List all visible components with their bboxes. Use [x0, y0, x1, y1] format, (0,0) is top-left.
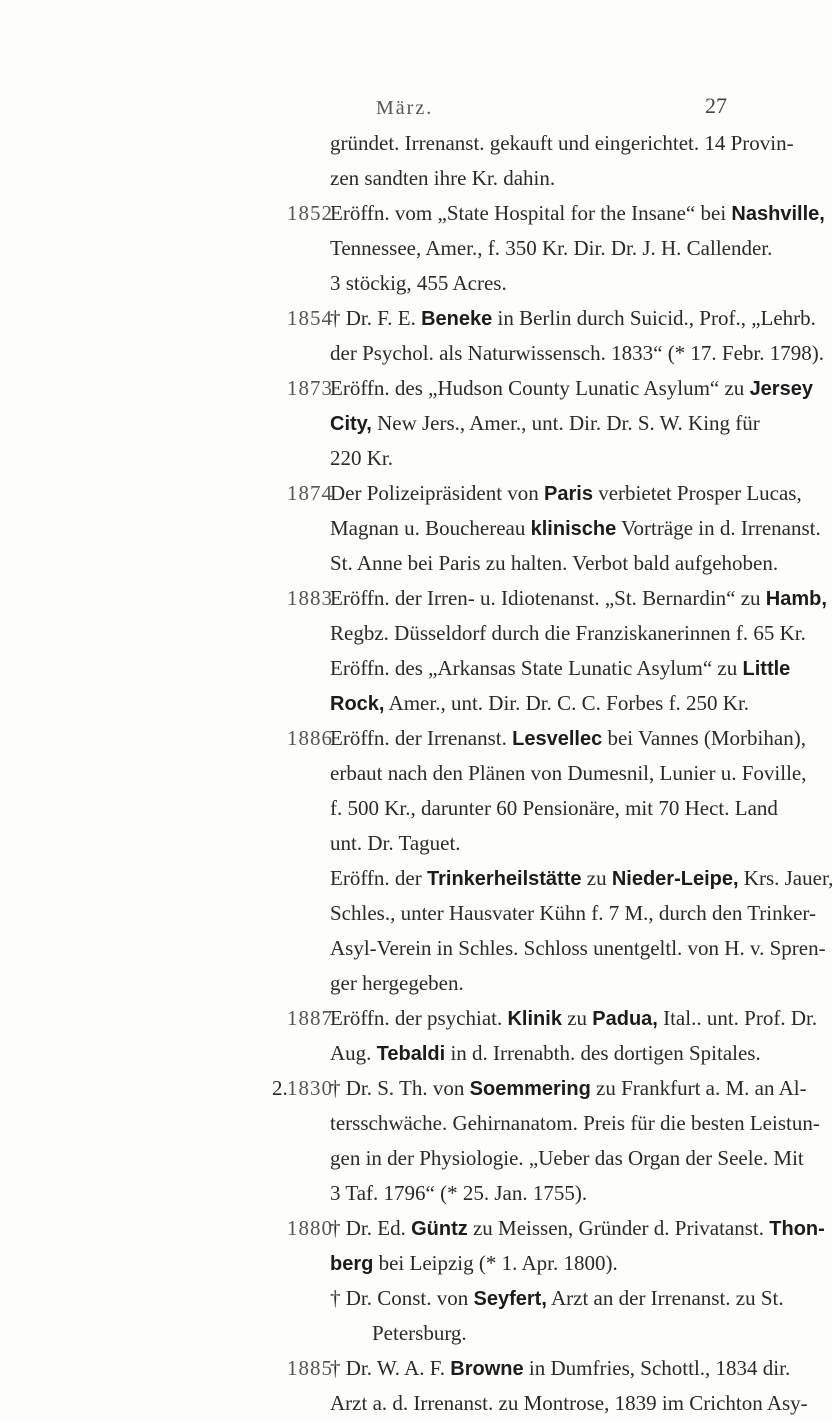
line-text [330, 546, 778, 581]
bold-keyword: Padua, [592, 1008, 658, 1030]
text-run: zu [581, 866, 612, 890]
text-line [0, 896, 816, 931]
line-text [330, 1246, 618, 1282]
text-run: verbietet Prosper Lucas, [592, 481, 802, 505]
text-line [0, 476, 800, 511]
chronicle-text [0, 126, 833, 1421]
line-text [330, 896, 816, 931]
entry-year: 1854 [287, 306, 333, 330]
text-line [0, 371, 813, 406]
entry-year: 1887 [287, 1006, 333, 1030]
text-run: † Dr. F. E. [330, 306, 422, 330]
line-text [330, 1211, 825, 1247]
text-line [0, 721, 806, 756]
line-text [330, 756, 806, 791]
text-run: erbaut nach den Plänen von Dumesnil, Lunier u. Foville, [330, 761, 807, 785]
text-line [0, 546, 800, 581]
line-text [330, 1071, 807, 1107]
text-run: 3 stöckig, 455 Acres. [330, 271, 507, 295]
line-text [330, 196, 825, 232]
page-number: 27 [705, 93, 727, 118]
entry-year: 1883 [287, 586, 333, 610]
line-text [330, 791, 778, 826]
text-run: 220 Kr. [330, 446, 393, 470]
text-line [0, 196, 825, 231]
text-run: in d. Irrenabth. des dortigen Spitales. [445, 1041, 761, 1065]
line-text [330, 1036, 761, 1072]
text-line [0, 301, 816, 336]
text-run: Eröffn. vom „State Hospital for the Insane“ bei [330, 201, 732, 225]
text-run: Vorträge in d. Irrenanst. [616, 516, 821, 540]
text-line [0, 126, 800, 161]
text-run: Schles., unter Hausvater Kühn f. 7 M., durch den Trinker- [330, 901, 816, 925]
line-text [330, 1351, 790, 1387]
text-run: Magnan u. Bouchereau [330, 516, 531, 540]
line-text [330, 1141, 804, 1176]
bold-keyword: Lesvellec [512, 728, 603, 750]
line-text [330, 231, 772, 266]
line-text [330, 266, 507, 301]
text-run: unt. Dr. Taguet. [330, 831, 461, 855]
line-text [330, 1386, 808, 1421]
text-line [0, 511, 821, 546]
text-line [0, 791, 800, 826]
line-text [330, 161, 555, 196]
bold-keyword: Trinkerheilstätte [427, 868, 582, 890]
text-run: gründet. Irrenanst. gekauft und eingerichtet. 14 Provin- [330, 131, 794, 155]
line-text [330, 126, 794, 161]
line-text [330, 1106, 820, 1141]
line-text [330, 476, 802, 512]
text-run: Eröffn. der [330, 866, 427, 890]
text-line [0, 1036, 800, 1071]
text-line [0, 1316, 800, 1351]
text-run: † Dr. Const. von [330, 1286, 474, 1310]
text-run: Der Polizeipräsident von [330, 481, 545, 505]
text-run: † Dr. Ed. [330, 1216, 412, 1240]
text-line [0, 861, 833, 896]
text-line [0, 826, 800, 861]
line-text [330, 861, 833, 897]
margin-day-number: 2. [272, 1076, 288, 1100]
bold-keyword: Klinik [507, 1008, 562, 1030]
text-run: bei Leipzig (* 1. Apr. 1800). [373, 1251, 618, 1275]
line-text [330, 616, 806, 651]
entry-year: 1885 [287, 1356, 333, 1380]
running-header-month: März. [376, 97, 434, 119]
bold-keyword: Paris [544, 483, 593, 505]
text-run: Petersburg. [372, 1321, 467, 1345]
text-line [0, 161, 800, 196]
line-text [330, 966, 464, 1001]
entry-year: 1830 [287, 1076, 333, 1100]
text-run: in Dumfries, Schottl., 1834 dir. [523, 1356, 791, 1380]
text-run: Asyl-Verein in Schles. Schloss unentgeltl. von H. v. Spren- [330, 936, 826, 960]
entry-year: 1852 [287, 201, 333, 225]
text-run: in Berlin durch Suicid., Prof., „Lehrb. [492, 306, 816, 330]
text-run: Eröffn. des „Hudson County Lunatic Asylum“ zu [330, 376, 750, 400]
text-run: tersschwäche. Gehirnanatom. Preis für die besten Leistun- [330, 1111, 820, 1135]
text-run: New Jers., Amer., unt. Dir. Dr. S. W. King für [371, 411, 760, 435]
bold-keyword: Nieder-Leipe, [611, 868, 739, 890]
entry-year: 1880 [287, 1216, 333, 1240]
text-run: gen in der Physiologie. „Ueber das Organ der Seele. Mit [330, 1146, 804, 1170]
text-run: der Psychol. als Naturwissensch. 1833“ (* 17. Febr. 1798). [330, 341, 825, 365]
text-line [0, 231, 800, 266]
text-run: Ital.. unt. Prof. Dr. [657, 1006, 818, 1030]
text-line [0, 1141, 804, 1176]
text-run: † Dr. S. Th. von [330, 1076, 470, 1100]
bold-keyword: berg [330, 1253, 374, 1275]
text-line [0, 756, 807, 791]
text-line [0, 1211, 825, 1246]
text-run: † Dr. W. A. F. [330, 1356, 451, 1380]
entry-year: 1873 [287, 376, 333, 400]
text-line [0, 1281, 800, 1316]
line-text [330, 301, 816, 337]
text-line [0, 441, 800, 476]
bold-keyword: Beneke [421, 308, 493, 330]
line-text [330, 581, 827, 617]
text-run: bei Vannes (Morbihan), [602, 726, 806, 750]
text-run: Eröffn. der Irren- u. Idiotenanst. „St. Bernardin“ zu [330, 586, 766, 610]
bold-keyword: Hamb, [765, 588, 827, 610]
text-run: Amer., unt. Dir. Dr. C. C. Forbes f. 250 Kr. [384, 691, 750, 715]
bold-keyword: Jersey [749, 378, 813, 400]
text-run: Arzt a. d. Irrenanst. zu Montrose, 1839 im Crichton Asy- [330, 1391, 808, 1415]
text-run: Eröffn. der Irrenanst. [330, 726, 513, 750]
text-line [0, 686, 800, 721]
text-run: zu Meissen, Gründer d. Privatanst. [467, 1216, 770, 1240]
text-run: Krs. Jauer, [738, 866, 833, 890]
bold-keyword: Browne [450, 1358, 524, 1380]
text-run: Arzt an der Irrenanst. zu St. [546, 1286, 784, 1310]
bold-keyword: Rock, [330, 693, 385, 715]
bold-keyword: Tebaldi [376, 1043, 446, 1065]
text-line [0, 966, 800, 1001]
text-run: zen sandten ihre Kr. dahin. [330, 166, 556, 190]
text-line [0, 336, 825, 371]
line-text [330, 511, 821, 547]
line-text [330, 686, 749, 722]
bold-keyword: Thon- [769, 1218, 825, 1240]
line-text [330, 1001, 817, 1037]
bold-keyword: Soemmering [469, 1078, 591, 1100]
text-line [0, 266, 800, 301]
bold-keyword: Güntz [411, 1218, 468, 1240]
text-line [0, 1386, 808, 1421]
line-text [372, 1316, 467, 1351]
text-line [0, 1071, 807, 1106]
text-run: zu [561, 1006, 593, 1030]
text-run: zu Frankfurt a. M. an Al- [590, 1076, 807, 1100]
text-run: f. 500 Kr., darunter 60 Pensionäre, mit 70 Hect. Land [330, 796, 778, 820]
text-line [0, 931, 826, 966]
text-run: ger hergegeben. [330, 971, 464, 995]
text-line [0, 581, 827, 616]
text-run: Eröffn. der psychiat. [330, 1006, 508, 1030]
bold-keyword: City, [330, 413, 372, 435]
bold-keyword: Nashville, [731, 203, 825, 225]
text-run: St. Anne bei Paris zu halten. Verbot bald aufgehoben. [330, 551, 779, 575]
bold-keyword: Little [742, 658, 791, 680]
line-text [330, 651, 790, 687]
text-line [0, 651, 800, 686]
text-line [0, 616, 806, 651]
text-line [0, 1176, 800, 1211]
line-text [330, 721, 806, 757]
text-line [0, 1246, 800, 1281]
line-text [330, 336, 824, 371]
line-text [330, 1281, 784, 1317]
line-text [330, 371, 813, 407]
text-line [0, 1001, 818, 1036]
line-text [330, 1176, 587, 1211]
text-line [0, 406, 800, 441]
entry-year: 1874 [287, 481, 333, 505]
text-run: Eröffn. des „Arkansas State Lunatic Asylum“ zu [330, 656, 743, 680]
line-text [330, 441, 393, 476]
text-line [0, 1351, 800, 1386]
text-run: 3 Taf. 1796“ (* 25. Jan. 1755). [330, 1181, 588, 1205]
text-line [0, 1106, 820, 1141]
bold-keyword: Seyfert, [473, 1288, 547, 1310]
line-text [330, 931, 826, 966]
text-run: Aug. [330, 1041, 377, 1065]
text-run: Regbz. Düsseldorf durch die Franziskanerinnen f. 65 Kr. [330, 621, 806, 645]
line-text [330, 826, 461, 861]
line-text [330, 406, 760, 442]
bold-keyword: klinische [530, 518, 617, 540]
entry-year: 1886 [287, 726, 333, 750]
text-run: Tennessee, Amer., f. 350 Kr. Dir. Dr. J. H. Callender. [330, 236, 773, 260]
